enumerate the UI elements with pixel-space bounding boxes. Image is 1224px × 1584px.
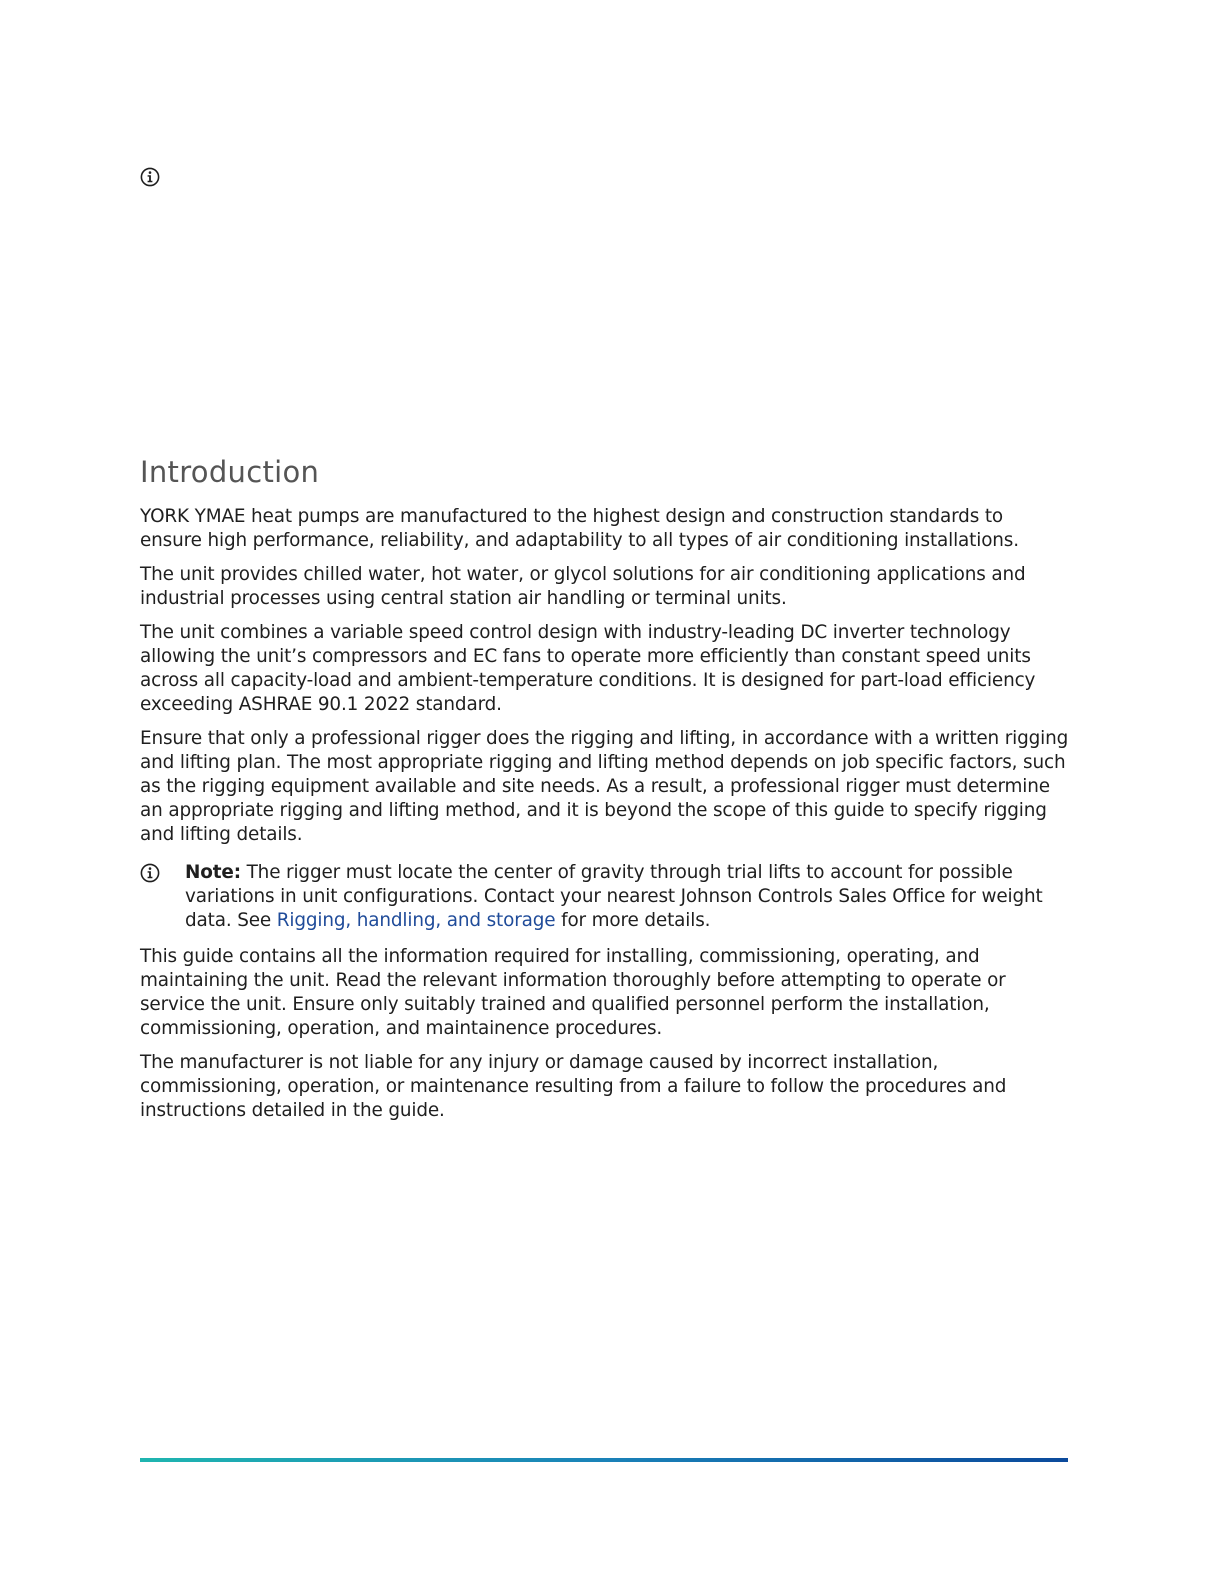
intro-paragraph-1: YORK YMAE heat pumps are manufactured to the highest design and construction standards to ensure high performance, reliability, and adaptability to all types of air conditioning installations.: [140, 506, 1019, 551]
rigging-handling-storage-link[interactable]: Rigging, handling, and storage: [276, 910, 556, 931]
info-icon: [140, 167, 160, 187]
note-text-before-link: The rigger must locate the center of gravity through trial lifts to account for possible variations in unit configurations. Contact your nearest Johnson Controls Sales Office for weight data. See: [185, 862, 1043, 931]
note-label: Note:: [185, 862, 241, 883]
intro-paragraph-5: This guide contains all the information required for installing, commissioning, operating, and maintaining the unit. Read the relevant information thoroughly before attempting to operate or service the unit. Ensure only suitably trained and qualified personnel perform the installation, commissioning, operation, and maintainence procedures.: [140, 946, 1006, 1039]
footer-divider: [140, 1458, 1068, 1462]
intro-paragraph-4: Ensure that only a professional rigger does the rigging and lifting, in accordance with a written rigging and lifting plan. The most appropriate rigging and lifting method depends on job specific factors, such as the rigging equipment available and site needs. As a result, a professional rigger must determine an appropriate rigging and lifting method, and it is beyond the scope of this guide to specify rigging and lifting details.: [140, 728, 1069, 845]
note-text-after-link: for more details.: [555, 910, 711, 931]
intro-paragraph-6: The manufacturer is not liable for any injury or damage caused by incorrect installation, commissioning, operation, or maintenance resulting from a failure to follow the procedures and instructions detailed in the guide.: [140, 1052, 1007, 1121]
note-body: [185, 862, 1043, 931]
note-callout: [140, 861, 1070, 933]
intro-paragraph-2: The unit provides chilled water, hot water, or glycol solutions for air conditioning applications and industrial processes using central station air handling or terminal units.: [140, 564, 1026, 609]
main-content: [140, 452, 1070, 1133]
info-icon: [140, 863, 160, 883]
page-title: Introduction: [140, 455, 320, 489]
intro-paragraph-3: The unit combines a variable speed control design with industry-leading DC inverter technology allowing the unit’s compressors and EC fans to operate more efficiently than constant speed units across all capacity-load and ambient-temperature conditions. It is designed for part-load efficiency exceeding ASHRAE 90.1 2022 standard.: [140, 622, 1036, 715]
